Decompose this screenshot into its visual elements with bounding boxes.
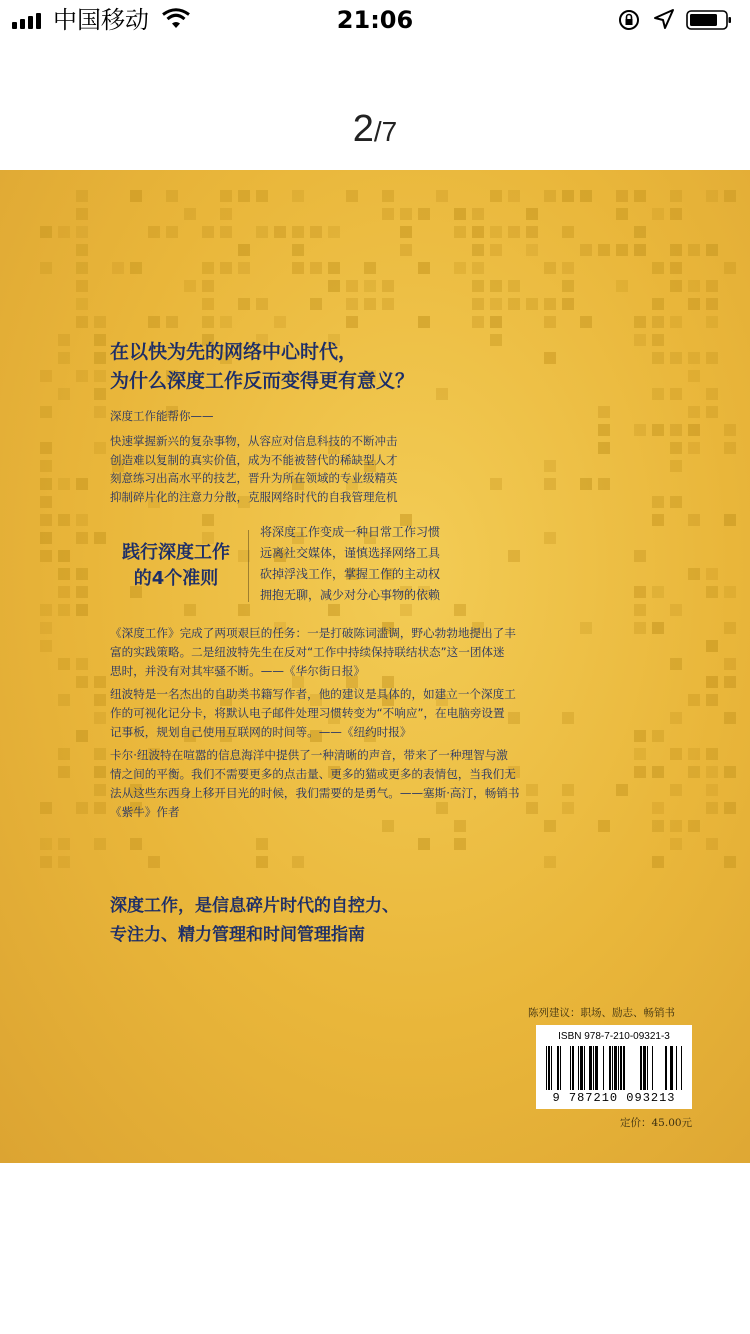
rules-title-line: 的4个准则 <box>133 568 219 589</box>
rotation-lock-icon <box>617 8 641 32</box>
current-page-number: 2 <box>352 108 374 150</box>
book-back-cover-image[interactable] <box>0 170 750 1163</box>
location-arrow-icon <box>653 8 675 30</box>
benefits-list <box>110 432 398 506</box>
review-line: 纽波特是一名杰出的自助类书籍写作者，他的建议是具体的，如建立一个深度工 <box>110 687 516 701</box>
rules-divider <box>248 530 249 602</box>
shelf-advice: 陈列建议：职场、励志、畅销书 <box>528 1007 675 1019</box>
carrier-name: 中国移动 <box>53 6 149 34</box>
battery-icon <box>686 10 732 30</box>
benefit-item: 抑制碎片化的注意力分散，克服网络时代的自我管理危机 <box>110 489 398 504</box>
rule-item: 砍掉浮浅工作，掌握工作的主动权 <box>260 567 441 581</box>
benefit-item: 刻意练习出高水平的技艺，晋升为所在领域的专业级精英 <box>110 471 398 485</box>
headline-line: 在以快为先的网络中心时代， <box>110 341 358 363</box>
review-line: 思时，并没有对其牢骚不断。——《华尔街日报》 <box>110 664 366 678</box>
rules-list <box>260 522 440 606</box>
review-line: 记事板，规划自己使用互联网的时间等。——《纽约时报》 <box>110 725 412 739</box>
review-line: 《紫牛》作者 <box>110 805 180 819</box>
review-line: 卡尔·纽波特在喧嚣的信息海洋中提供了一种清晰的声音，带来了一种理智与激 <box>110 748 508 762</box>
rule-item: 远离社交媒体，谨慎选择网络工具 <box>260 546 441 560</box>
rule-item: 将深度工作变成一种日常工作习惯 <box>260 525 441 539</box>
headline-line: 为什么深度工作反而变得更有意义？ <box>110 370 415 392</box>
benefit-item: 创造难以复制的真实价值，成为不能被替代的稀缺型人才 <box>110 452 398 467</box>
rules-title-line: 践行深度工作 <box>122 542 230 563</box>
clock: 21:06 <box>336 6 414 34</box>
review-line: 富的实践策略。二是纽波特先生在反对“工作中持续保持联结状态”这一团体迷 <box>110 645 505 659</box>
review-nyt <box>110 685 630 742</box>
review-wsj <box>110 624 630 681</box>
benefit-item: 快速掌握新兴的复杂事物，从容应对信息科技的不断冲击 <box>110 434 398 448</box>
review-line: 《深度工作》完成了两项艰巨的任务：一是打破陈词滥调，野心勃勃地提出了丰 <box>110 626 516 640</box>
review-line: 情之间的平衡。我们不需要更多的点击量、更多的猫或更多的表情包，当我们无 <box>110 767 516 781</box>
page-counter <box>0 108 750 151</box>
review-line: 作的可视化记分卡，将默认电子邮件处理习惯转变为“不响应”，在电脑旁设置 <box>110 706 505 720</box>
intro-label: 深度工作能帮你—— <box>110 409 214 423</box>
tagline-line: 深度工作，是信息碎片时代的自控力、 <box>110 896 399 916</box>
tagline-line: 专注力、精力管理和时间管理指南 <box>110 925 365 945</box>
rules-title <box>108 540 244 592</box>
review-line: 法从这些东西身上移开目光的时候，我们需要的是勇气。——塞斯·高汀，畅销书 <box>110 786 520 800</box>
rule-item: 拥抱无聊，减少对分心事物的依赖 <box>260 588 441 602</box>
price-label: 定价：45.00元 <box>620 1117 693 1129</box>
cover-tagline <box>110 892 399 950</box>
cover-headline <box>110 338 414 396</box>
barcode-number: 9 787210 093213 <box>552 1091 676 1105</box>
barcode-icon <box>546 1046 682 1090</box>
review-seth-godin <box>110 746 630 822</box>
isbn-text: ISBN 978-7-210-09321-3 <box>558 1031 670 1042</box>
status-bar <box>0 0 750 40</box>
total-pages: /7 <box>373 116 398 147</box>
barcode-panel <box>536 1025 692 1109</box>
